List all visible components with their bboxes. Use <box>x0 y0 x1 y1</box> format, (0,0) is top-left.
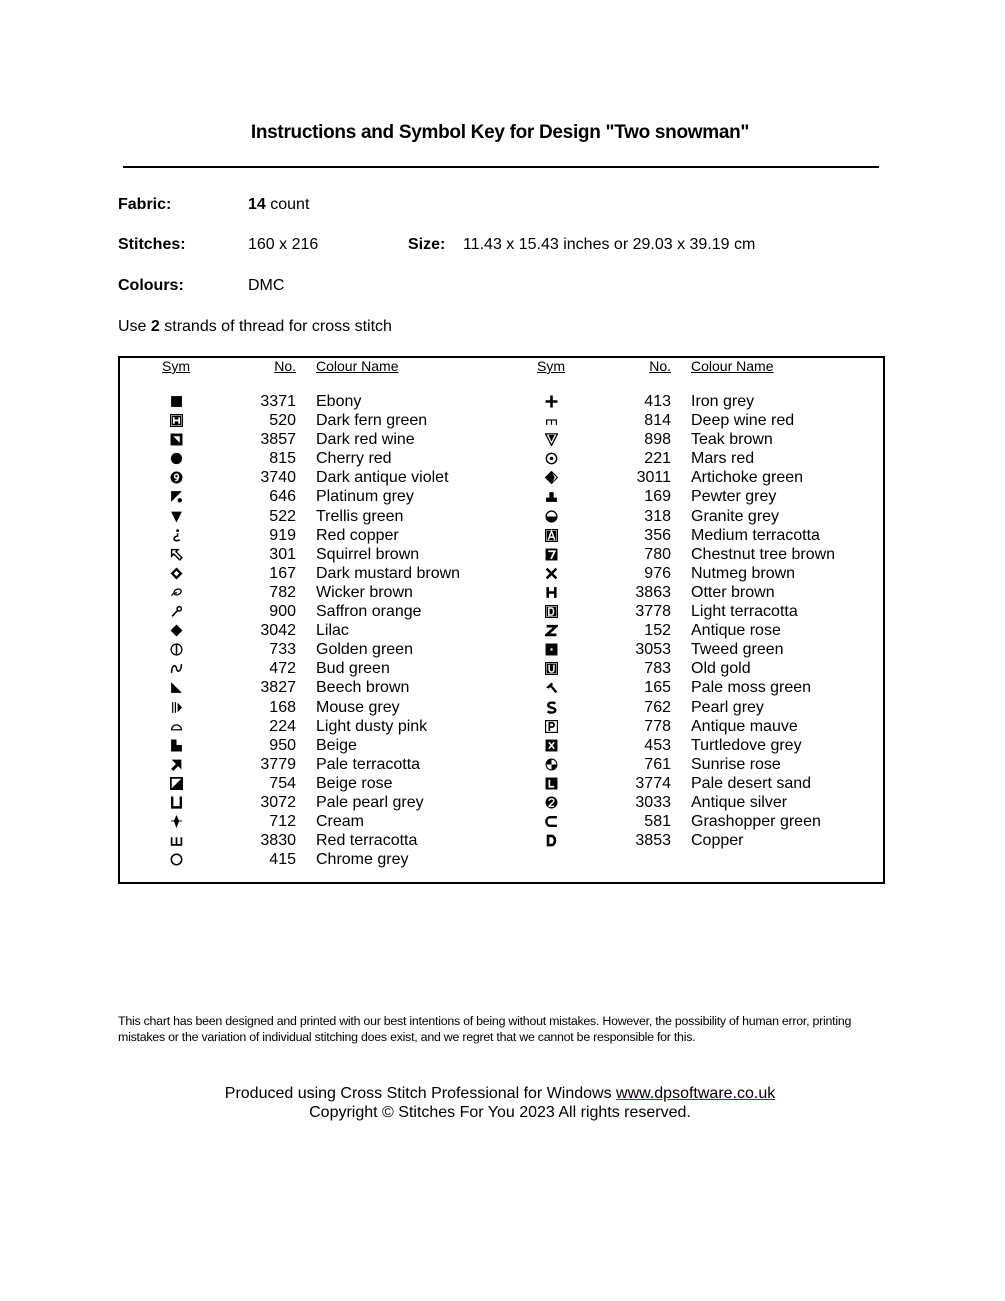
colour-name: Antique mauve <box>691 717 798 735</box>
key-row <box>120 736 500 755</box>
title-divider <box>123 166 879 168</box>
key-row <box>495 831 875 850</box>
size-label: Size: <box>408 236 446 253</box>
header-no: No. <box>649 358 671 374</box>
dmc-number: 3853 <box>635 832 671 850</box>
key-row <box>495 583 875 602</box>
colour-name: Artichoke green <box>691 469 804 487</box>
dmc-number: 221 <box>644 450 671 468</box>
key-row <box>495 392 875 411</box>
dmc-number: 520 <box>269 412 296 430</box>
circle-quarters-icon <box>541 755 561 774</box>
colour-name: Turtledove grey <box>691 736 802 754</box>
header-colour-name: Colour Name <box>316 358 399 374</box>
dmc-number: 522 <box>269 507 296 525</box>
colour-name: Light dusty pink <box>316 717 428 735</box>
colour-name: Deep wine red <box>691 412 795 430</box>
triangle-dot-icon <box>166 487 186 506</box>
colour-name: Medium terracotta <box>691 526 820 544</box>
dmc-number: 413 <box>644 393 671 410</box>
letter-c-icon <box>541 812 561 831</box>
key-row <box>495 755 875 774</box>
key-row <box>495 659 875 678</box>
strands-prefix: Use <box>118 318 151 335</box>
key-row <box>495 736 875 755</box>
dmc-number: 712 <box>269 813 296 831</box>
dmc-number: 3857 <box>260 431 296 449</box>
header-sym: Sym <box>537 358 565 374</box>
dmc-number: 3053 <box>635 641 671 659</box>
symbol-key-table <box>118 356 885 884</box>
dmc-number: 224 <box>269 717 296 735</box>
letter-s-icon <box>541 698 561 717</box>
colour-name: Otter brown <box>691 583 775 601</box>
key-row <box>120 774 500 793</box>
colour-name: Wicker brown <box>316 583 413 601</box>
dmc-number: 472 <box>269 660 296 678</box>
key-row <box>120 507 500 526</box>
colour-name: Ebony <box>316 393 362 410</box>
corner-triangle-icon <box>166 678 186 697</box>
dmc-number: 453 <box>644 736 671 754</box>
colour-name: Old gold <box>691 660 751 678</box>
key-row <box>495 621 875 640</box>
dmc-number: 814 <box>644 412 671 430</box>
key-row <box>120 487 500 506</box>
letter-d-icon <box>541 831 561 850</box>
dmc-number: 646 <box>269 488 296 506</box>
colour-name: Platinum grey <box>316 488 414 506</box>
colour-name: Dark red wine <box>316 431 415 449</box>
colour-name: Dark mustard brown <box>316 564 461 582</box>
key-row <box>495 487 875 506</box>
dmc-number: 318 <box>644 507 671 525</box>
dmc-number: 169 <box>644 488 671 506</box>
key-row <box>495 430 875 449</box>
boxed-a-icon <box>541 526 561 545</box>
boxed-h-icon <box>166 411 186 430</box>
key-row <box>495 468 875 487</box>
colour-name: Pearl grey <box>691 698 764 716</box>
key-row <box>495 774 875 793</box>
filled-diamond-icon <box>166 621 186 640</box>
colour-name: Dark antique violet <box>316 469 449 487</box>
colour-name: Dark fern green <box>316 412 428 430</box>
key-row <box>495 717 875 736</box>
colours-value: DMC <box>248 277 285 294</box>
boxed-l-icon <box>541 774 561 793</box>
dmc-number: 761 <box>644 755 671 773</box>
key-row <box>120 526 500 545</box>
colour-name: Pale pearl grey <box>316 793 424 811</box>
produced-text: Produced using Cross Stitch Professional for Windows <box>224 1085 617 1102</box>
down-triangle-icon <box>166 507 186 526</box>
key-row <box>120 659 500 678</box>
colour-name: Cherry red <box>316 450 392 468</box>
key-row <box>120 717 500 736</box>
size-value: 11.43 x 15.43 inches or 29.03 x 39.19 cm <box>463 236 756 253</box>
dpsoftware-link[interactable]: www.dpsoftware.co.uk <box>616 1085 776 1102</box>
colours-label: Colours: <box>118 277 184 294</box>
colour-name: Pale desert sand <box>691 774 812 792</box>
square-dot-icon <box>541 640 561 659</box>
header-colour-name: Colour Name <box>691 358 774 374</box>
dmc-number: 919 <box>269 526 296 544</box>
colour-name: Trellis green <box>316 507 404 525</box>
dmc-number: 733 <box>269 641 296 659</box>
dmc-number: 762 <box>644 698 671 716</box>
key-row <box>120 621 500 640</box>
colour-name: Grashopper green <box>691 813 821 831</box>
key-row <box>120 698 500 717</box>
diamond-outline-icon <box>166 564 186 583</box>
colour-name: Bud green <box>316 660 390 678</box>
colour-name: Iron grey <box>691 393 755 410</box>
page-title: Instructions and Symbol Key for Design "Two snowman" <box>250 122 750 143</box>
circle-bar-icon <box>166 640 186 659</box>
spike-diamond-icon <box>166 812 186 831</box>
key-row <box>120 545 500 564</box>
dmc-number: 3830 <box>260 832 296 850</box>
dmc-number: 3779 <box>260 755 296 773</box>
dmc-number: 782 <box>269 583 296 601</box>
produced-by <box>0 1085 1000 1103</box>
fabric-count-suffix: count <box>265 196 310 213</box>
dmc-number: 3371 <box>260 393 296 410</box>
fabric-label: Fabric: <box>118 196 172 213</box>
bucket-icon <box>166 793 186 812</box>
dmc-number: 301 <box>269 545 296 563</box>
colour-name: Sunrise rose <box>691 755 781 773</box>
step-block-icon <box>166 736 186 755</box>
dmc-number: 3774 <box>635 774 671 792</box>
dmc-number: 3740 <box>260 469 296 487</box>
colour-name: Beige <box>316 736 357 754</box>
dmc-number: 950 <box>269 736 296 754</box>
circled-2-icon <box>541 793 561 812</box>
dmc-number: 3033 <box>635 793 671 811</box>
letter-h-icon <box>541 583 561 602</box>
circle-dot-icon <box>541 449 561 468</box>
colour-name: Mouse grey <box>316 698 400 716</box>
plus-icon <box>541 392 561 411</box>
boxed-u-icon <box>541 659 561 678</box>
pin-icon <box>166 602 186 621</box>
colour-name: Nutmeg brown <box>691 564 796 582</box>
key-row <box>120 392 500 411</box>
dmc-number: 168 <box>269 698 296 716</box>
colour-name: Light terracotta <box>691 603 798 621</box>
key-row <box>120 831 500 850</box>
key-row <box>495 564 875 583</box>
colour-name: Antique silver <box>691 793 788 811</box>
colour-name: Red copper <box>316 526 399 544</box>
key-rows-left <box>120 392 500 869</box>
key-row <box>495 526 875 545</box>
key-row <box>495 812 875 831</box>
letter-z-icon <box>541 621 561 640</box>
colour-name: Chestnut tree brown <box>691 545 836 563</box>
x-cross-icon <box>541 564 561 583</box>
dmc-number: 3042 <box>260 622 296 640</box>
bars-icon <box>166 698 186 717</box>
inverted-question-icon <box>166 526 186 545</box>
boxed-d-icon <box>541 602 561 621</box>
dmc-number: 754 <box>269 774 296 792</box>
filled-circle-icon <box>166 449 186 468</box>
dmc-number: 3778 <box>635 603 671 621</box>
colour-name: Lilac <box>316 622 349 640</box>
colour-name: Tweed green <box>691 641 784 659</box>
pedestal-icon <box>541 487 561 506</box>
arrow-up-left-icon <box>166 545 186 564</box>
key-row <box>120 564 500 583</box>
key-row <box>120 793 500 812</box>
key-row <box>495 411 875 430</box>
key-row <box>495 507 875 526</box>
disclaimer-text: This chart has been designed and printed with our best intentions of being without mistakes. However, the possibility of human error, printing mistakes or the variation of individual stitching does exist, and we regret that we cannot be responsible for this. <box>118 1014 852 1044</box>
arrow-up-right-icon <box>166 755 186 774</box>
circle-half-bottom-icon <box>541 507 561 526</box>
key-row <box>120 755 500 774</box>
key-rows-right <box>495 392 875 850</box>
dmc-number: 3827 <box>260 679 296 697</box>
filled-square-icon <box>166 392 186 411</box>
key-row <box>120 812 500 831</box>
key-row <box>120 411 500 430</box>
key-row <box>495 698 875 717</box>
key-row <box>495 602 875 621</box>
colour-name: Pale moss green <box>691 679 812 697</box>
colour-name: Red terracotta <box>316 832 418 850</box>
half-dome-icon <box>166 717 186 736</box>
key-row <box>120 449 500 468</box>
boxed-x-icon <box>541 736 561 755</box>
colour-name: Teak brown <box>691 431 773 449</box>
key-row <box>120 602 500 621</box>
dmc-number: 778 <box>644 717 671 735</box>
colour-name: Chrome grey <box>316 851 409 869</box>
colour-name: Copper <box>691 832 744 850</box>
dmc-number: 780 <box>644 545 671 563</box>
strands-instruction <box>118 318 392 336</box>
dmc-number: 356 <box>644 526 671 544</box>
dmc-number: 976 <box>644 564 671 582</box>
colour-name: Beige rose <box>316 774 393 792</box>
dmc-number: 165 <box>644 679 671 697</box>
down-triangle-outline-icon <box>541 430 561 449</box>
hammer-icon <box>541 678 561 697</box>
dmc-number: 3863 <box>635 583 671 601</box>
copyright-notice: Copyright © Stitches For You 2023 All rights reserved. <box>309 1104 691 1121</box>
dmc-number: 3072 <box>260 793 296 811</box>
fabric-count: 14 <box>248 196 266 213</box>
dmc-number: 167 <box>269 564 296 582</box>
square-diagonal-dark-icon <box>166 430 186 449</box>
boxed-p-icon <box>541 717 561 736</box>
key-row <box>495 545 875 564</box>
fabric-value <box>248 196 309 214</box>
loop-icon <box>166 583 186 602</box>
dmc-number: 3011 <box>636 469 671 487</box>
diamond-half-icon <box>541 468 561 487</box>
trident-icon <box>166 831 186 850</box>
key-row <box>495 640 875 659</box>
dmc-number: 898 <box>644 431 671 449</box>
square-half-icon <box>166 774 186 793</box>
colour-name: Granite grey <box>691 507 780 525</box>
stitches-label: Stitches: <box>118 236 186 253</box>
colour-name: Pale terracotta <box>316 755 421 773</box>
circle-outline-icon <box>166 850 186 869</box>
strands-count: 2 <box>150 318 160 335</box>
header-no: No. <box>274 358 296 374</box>
dmc-number: 415 <box>269 851 296 869</box>
colour-name: Pewter grey <box>691 488 777 506</box>
colour-name: Cream <box>316 813 365 831</box>
key-row <box>120 678 500 697</box>
key-row <box>495 678 875 697</box>
key-row <box>120 583 500 602</box>
key-row <box>495 793 875 812</box>
colour-name: Beech brown <box>316 679 410 697</box>
dmc-number: 152 <box>644 622 671 640</box>
colour-name: Mars red <box>691 450 755 468</box>
dmc-number: 783 <box>644 660 671 678</box>
small-m-icon <box>541 411 561 430</box>
header-sym: Sym <box>162 358 190 374</box>
dmc-number: 815 <box>269 450 296 468</box>
stitches-value: 160 x 216 <box>248 236 319 253</box>
colour-name: Golden green <box>316 641 413 659</box>
wave-icon <box>166 659 186 678</box>
key-row <box>120 640 500 659</box>
key-row <box>495 449 875 468</box>
colour-name: Antique rose <box>691 622 781 640</box>
colour-name: Squirrel brown <box>316 545 420 563</box>
circled-9-icon <box>166 468 186 487</box>
colour-name: Saffron orange <box>316 603 422 621</box>
dmc-number: 900 <box>269 603 296 621</box>
strands-suffix: strands of thread for cross stitch <box>159 318 392 335</box>
key-row <box>120 468 500 487</box>
boxed-7-icon <box>541 545 561 564</box>
dmc-number: 581 <box>644 813 671 831</box>
key-row <box>120 430 500 449</box>
key-row <box>120 850 500 869</box>
